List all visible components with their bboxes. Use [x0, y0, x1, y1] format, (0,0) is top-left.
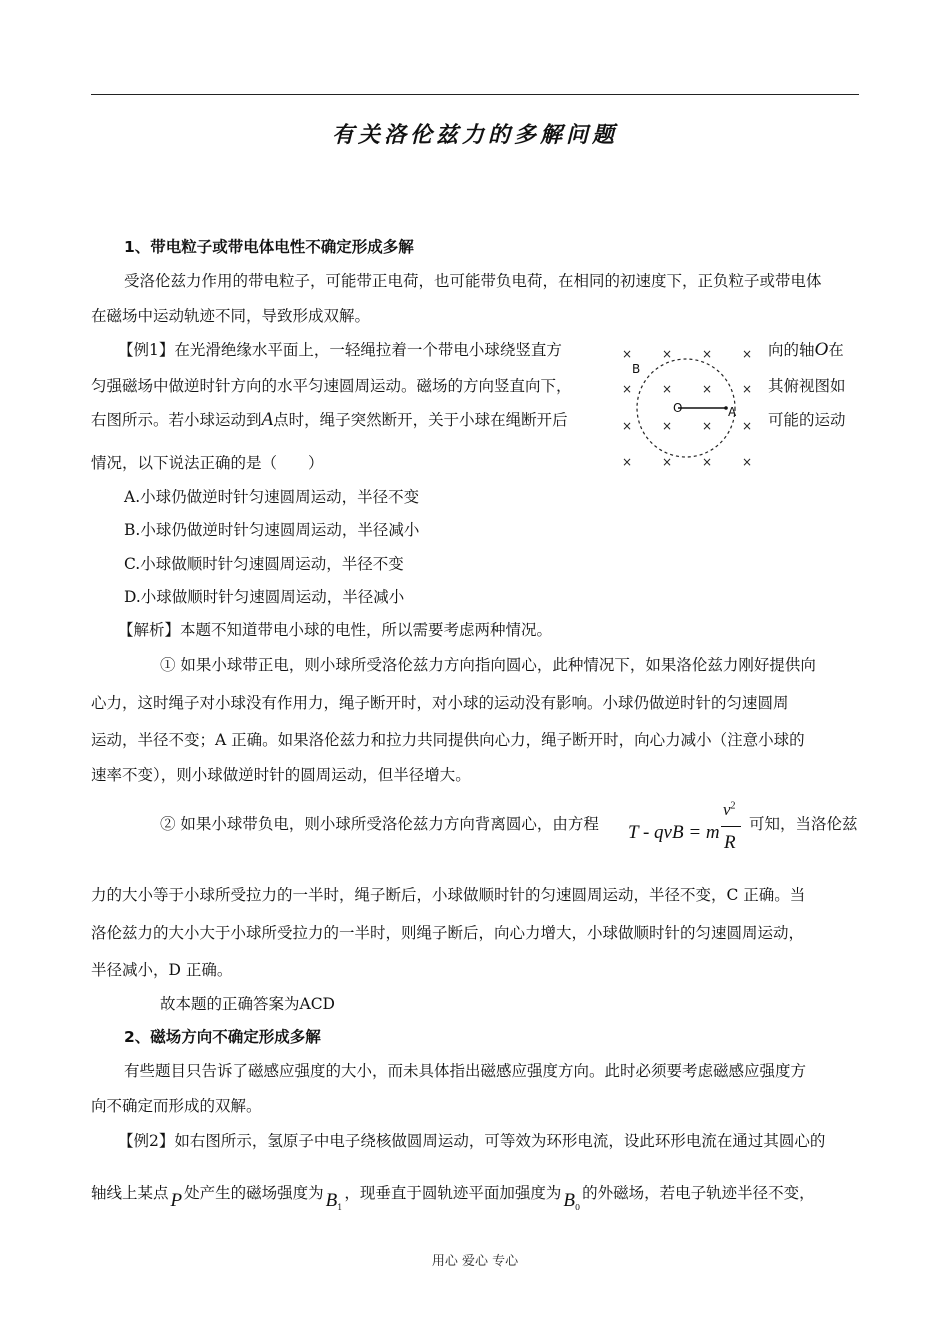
example1-line1-right-b: 在 — [828, 341, 844, 359]
example2-line1: 【例2】如右图所示，氢原子中电子绕核做圆周运动，可等效为环形电流，设此环形电流在通过其圆心的 — [118, 1132, 826, 1150]
analysis-p2-line3: 洛伦兹力的大小大于小球所受拉力的一半时，则绳子断后，向心力增大，小球做顺时针的匀速圆周运动， — [91, 924, 805, 942]
eq-sup: 2 — [730, 800, 736, 812]
option-a: A.小球仍做逆时针匀速圆周运动，半径不变 — [124, 488, 420, 506]
example1-line2-right: 其俯视图如 — [768, 377, 846, 395]
b1-subscript: 1 — [337, 1203, 343, 1213]
analysis-p2-line4: 半径减小，D 正确。 — [91, 961, 233, 979]
equation-numerator — [723, 800, 736, 820]
analysis-p2-line1b: 可知，当洛伦兹 — [749, 815, 858, 833]
example2-line2c: ，现垂直于圆轨迹平面加强度为 — [344, 1184, 562, 1202]
b0-symbol: B — [563, 1190, 575, 1211]
answer-line: 故本题的正确答案为ACD — [160, 995, 335, 1013]
field-cross: × — [741, 419, 753, 433]
magnetic-field-figure — [612, 338, 762, 474]
field-cross: × — [741, 382, 753, 396]
point-a-symbol: A — [261, 409, 274, 430]
field-cross: × — [661, 419, 673, 433]
analysis-p1-line2: 心力，这时绳子对小球没有作用力，绳子断开时，对小球的运动没有影响。小球仍做逆时针的匀速圆周 — [91, 694, 789, 712]
field-cross: × — [701, 419, 713, 433]
label-a: A — [728, 405, 737, 419]
analysis-intro: 【解析】本题不知道带电小球的电性，所以需要考虑两种情况。 — [118, 621, 553, 639]
field-cross: × — [741, 455, 753, 469]
p-symbol: P — [170, 1190, 183, 1211]
example2-line2d: 的外磁场，若电子轨迹半径不变， — [582, 1184, 815, 1202]
b1-symbol: B — [325, 1190, 338, 1211]
section2-heading: 2、磁场方向不确定形成多解 — [124, 1028, 321, 1046]
axis-symbol: O — [814, 339, 829, 360]
section1-heading: 1、带电粒子或带电体电性不确定形成多解 — [124, 238, 414, 256]
option-d: D.小球做顺时针匀速圆周运动，半径减小 — [124, 588, 405, 606]
page-title: 有关洛伦兹力的多解问题 — [331, 122, 618, 148]
section1-intro-line1: 受洛伦兹力作用的带电粒子，可能带正电荷，也可能带负电荷，在相同的初速度下，正负粒子或带电体 — [124, 272, 822, 290]
field-cross: × — [741, 347, 753, 361]
analysis-p1-line3: 运动，半径不变；A 正确。如果洛伦兹力和拉力共同提供向心力，绳子断开时，向心力减小（注意小球的 — [91, 731, 805, 749]
analysis-p1-line1: ① 如果小球带正电，则小球所受洛伦兹力方向指向圆心，此种情况下，如果洛伦兹力刚好提供向 — [160, 656, 816, 674]
analysis-p1-line4: 速率不变），则小球做逆时针的圆周运动，但半径增大。 — [91, 766, 471, 784]
example1-line3 — [91, 410, 568, 430]
field-cross: × — [621, 419, 633, 433]
example1-line3b: 点时，绳子突然断开，关于小球在绳断开后 — [273, 411, 568, 429]
example2-line2a: 轴线上某点 — [91, 1184, 169, 1202]
example1-line1: 【例1】在光滑绝缘水平面上，一轻绳拉着一个带电小球绕竖直方 — [118, 341, 562, 359]
top-rule — [91, 94, 859, 95]
fraction-bar — [721, 826, 741, 827]
option-b: B.小球仍做逆时针匀速圆周运动，半径减小 — [124, 521, 420, 539]
b0-subscript: 0 — [574, 1203, 581, 1213]
field-cross: × — [661, 382, 673, 396]
example2-line2 — [91, 1183, 815, 1213]
example1-line3a: 右图所示。若小球运动到 — [91, 411, 262, 429]
field-cross: × — [661, 347, 673, 361]
field-cross: × — [701, 347, 713, 361]
field-cross: × — [621, 455, 633, 469]
eq-num: v — [723, 800, 731, 819]
example1-line1-right-a: 向的轴 — [768, 341, 815, 359]
section2-intro-line1: 有些题目只告诉了磁感应强度的大小，而未具体指出磁感应强度方向。此时必须要考虑磁感应强度方 — [124, 1062, 807, 1080]
equation-denominator: R — [724, 832, 736, 853]
analysis-p2-line2: 力的大小等于小球所受拉力的一半时，绳子断后，小球做顺时针的匀速圆周运动，半径不变，C 正确。当 — [91, 886, 806, 904]
equation-lhs: T - qvB = m — [628, 822, 720, 843]
example1-line3-right: 可能的运动 — [768, 411, 846, 429]
field-cross: × — [621, 382, 633, 396]
analysis-p2-line1a: ② 如果小球带负电，则小球所受洛伦兹力方向背离圆心，由方程 — [160, 815, 599, 833]
section1-intro-line2: 在磁场中运动轨迹不同，导致形成双解。 — [91, 307, 371, 325]
page-footer: 用心 爱心 专心 — [431, 1254, 519, 1269]
example2-line2b: 处产生的磁场强度为 — [184, 1184, 324, 1202]
example1-line1-right — [768, 340, 844, 360]
option-c: C.小球做顺时针匀速圆周运动，半径不变 — [124, 555, 404, 573]
label-b: B — [632, 362, 641, 376]
field-cross: × — [661, 455, 673, 469]
label-o: O — [673, 401, 683, 415]
field-cross: × — [701, 455, 713, 469]
example1-line4: 情况，以下说法正确的是（ ） — [91, 454, 324, 472]
field-cross: × — [621, 347, 633, 361]
example1-line2: 匀强磁场中做逆时针方向的水平匀速圆周运动。磁场的方向竖直向下， — [91, 377, 572, 395]
section2-intro-line2: 向不确定而形成的双解。 — [91, 1097, 262, 1115]
field-cross: × — [701, 382, 713, 396]
